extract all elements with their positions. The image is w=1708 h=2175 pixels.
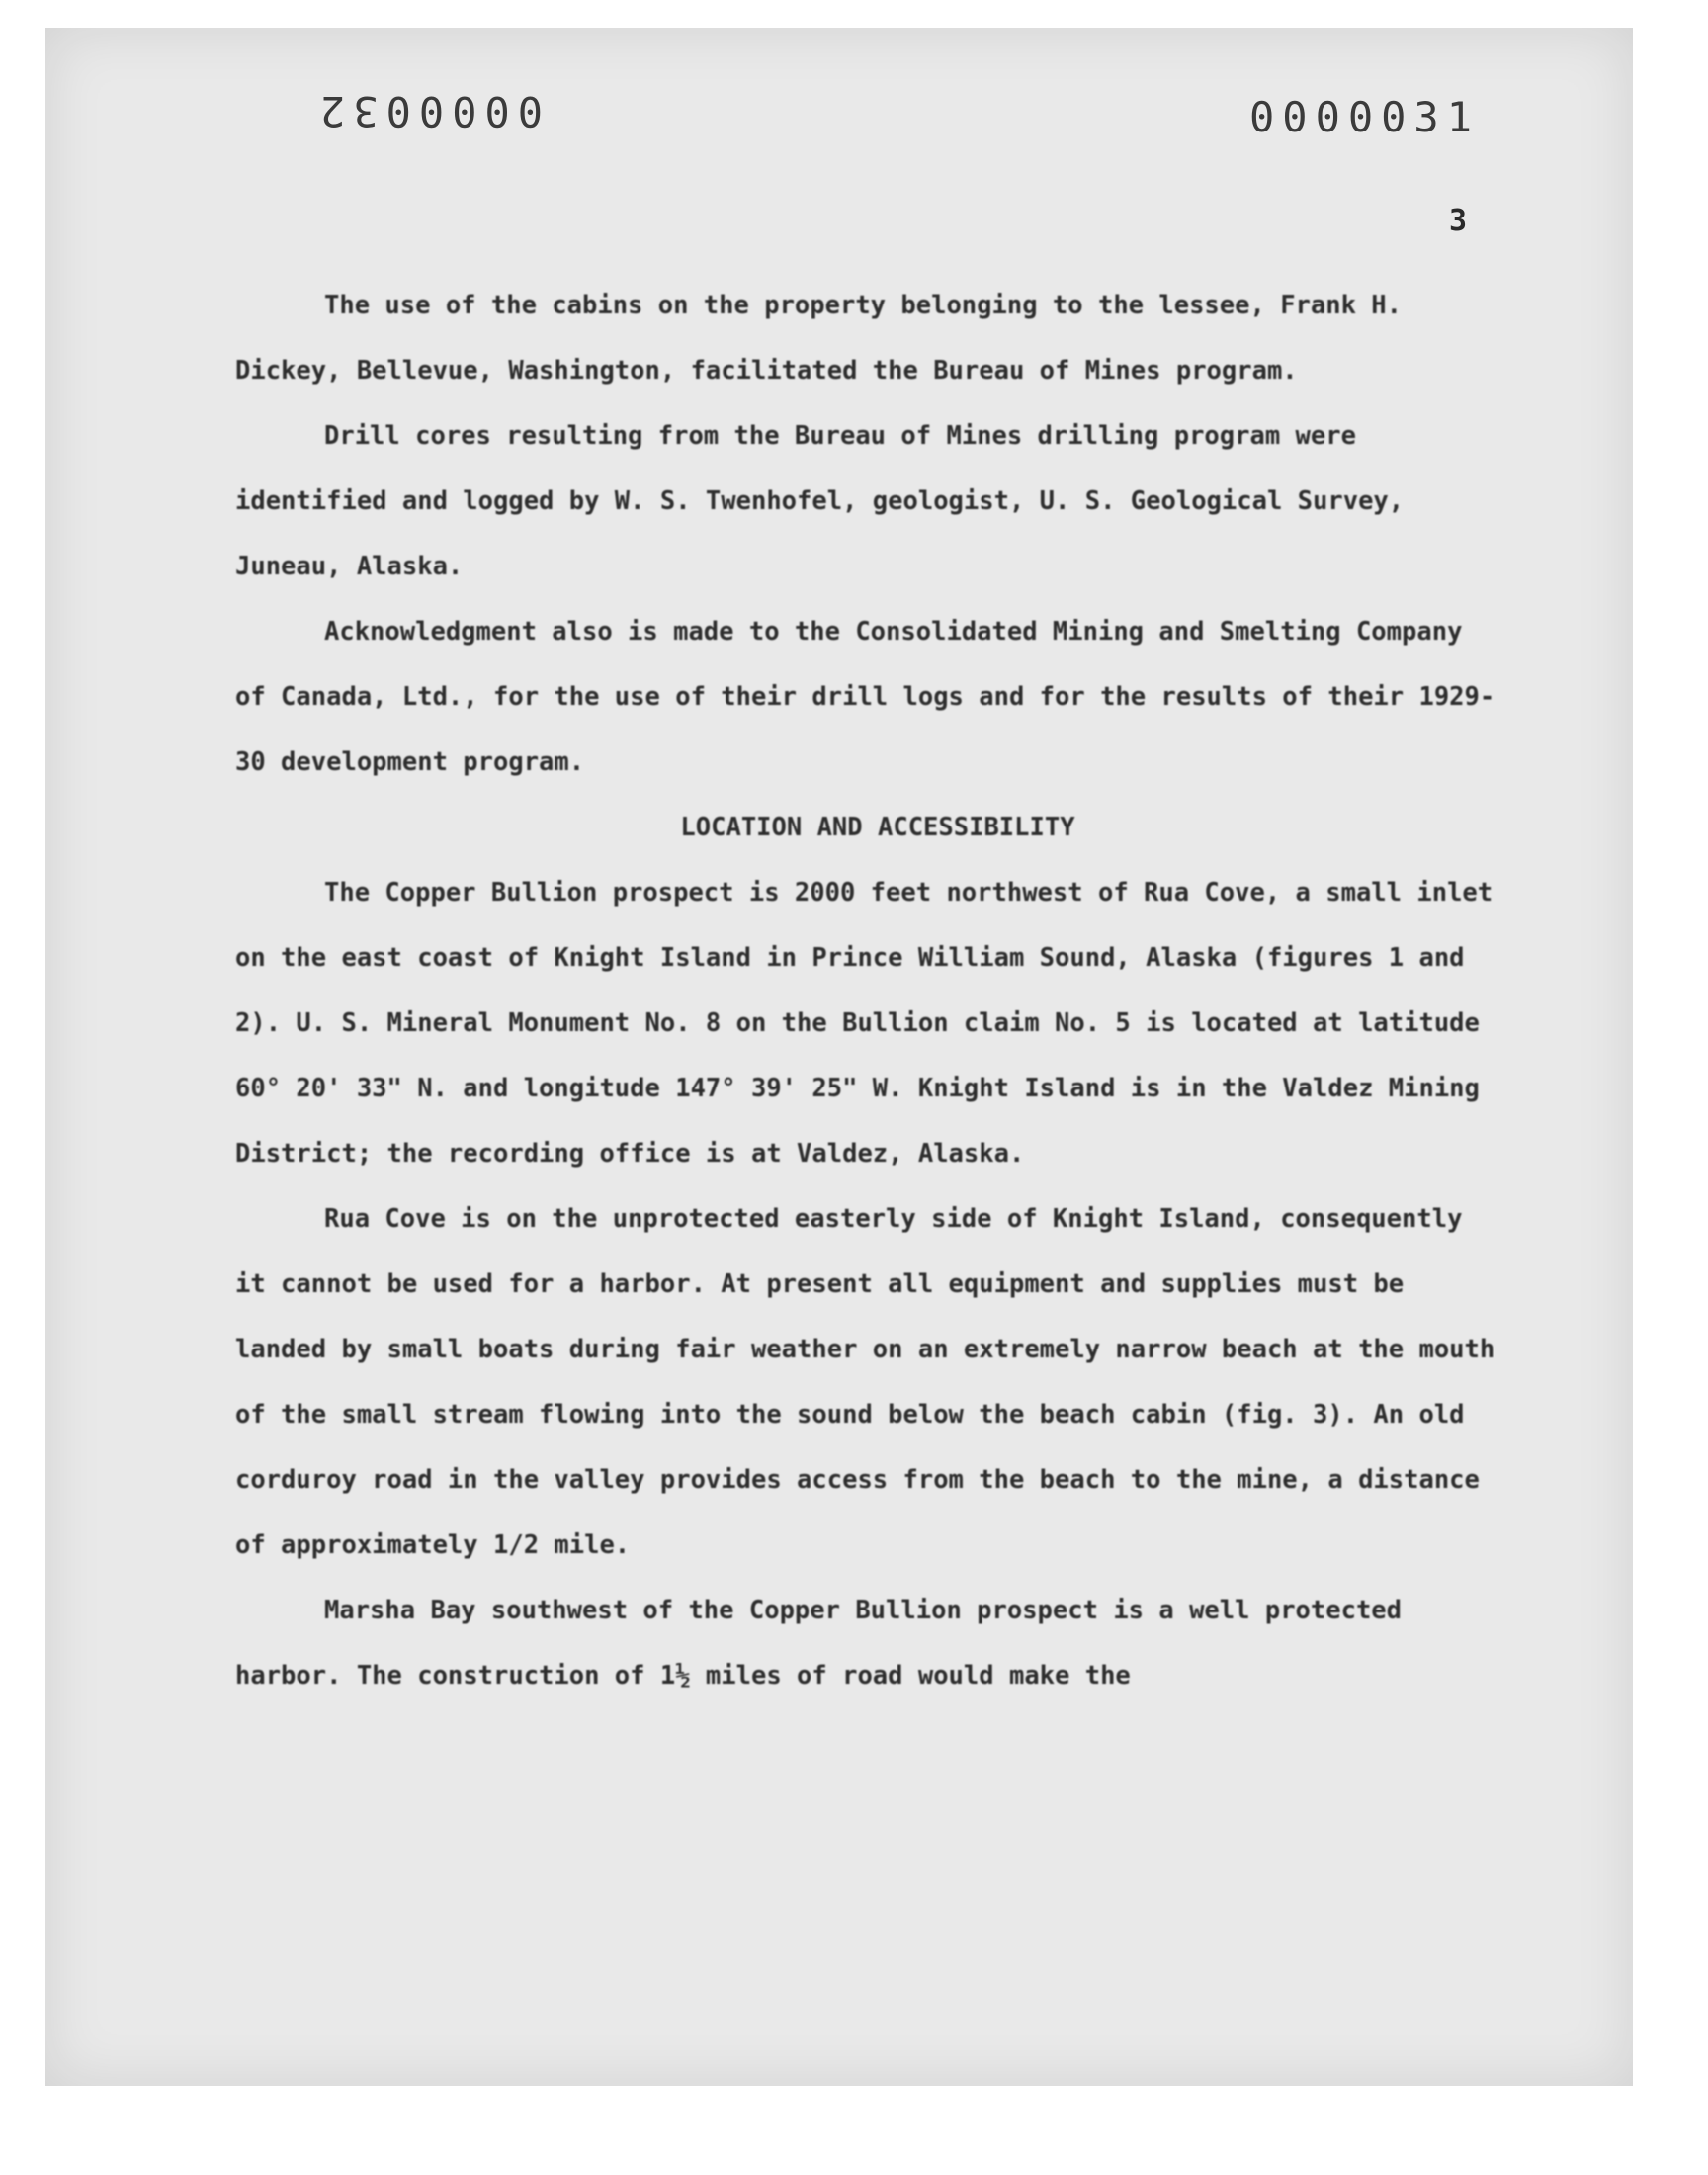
paragraph-drill-cores: Drill cores resulting from the Bureau of Mines drilling program were identified and logged by W. S. Twenhofel, geologist, U. S. Geological Survey, Juneau, Alaska. (235, 421, 1405, 581)
paragraph-acknowledgment: Acknowledgment also is made to the Consolidated Mining and Smelting Company of Canada, Ltd., for the use of their drill logs and for the results of their 1929-30 development program. (235, 617, 1495, 777)
paragraph-rua-cove: Rua Cove is on the unprotected easterly side of Knight Island, consequently it cannot be used for a harbor. At present all equipment and supplies must be landed by small boats during fair weather on an extremely narrow beach at the mouth of the small stream flowing into the sound below the beach cabin (fig. 3). An old corduroy road in the valley provides access from the beach to the mine, a distance of approximately 1/2 mile. (235, 1204, 1495, 1560)
document-stamp-right: 0000031 (1249, 93, 1481, 141)
document-body (235, 273, 1500, 1708)
paragraph-location: The Copper Bullion prospect is 2000 feet northwest of Rua Cove, a small inlet on the east coast of Knight Island in Prince William Sound, Alaska (figures 1 and 2). U. S. Mineral Monument No. 8 on the Bullion claim No. 5 is located at latitude 60° 20' 33" N. and longitude 147° 39' 25" W. Knight Island is in the Valdez Mining District; the recording office is at Valdez, Alaska. (235, 878, 1494, 1169)
paragraph-cabins: The use of the cabins on the property belonging to the lessee, Frank H. Dickey, Bellevue, Washington, facilitated the Bureau of Mines program. (235, 291, 1403, 386)
section-heading: LOCATION AND ACCESSIBILITY (680, 813, 1075, 842)
page-number: 3 (1449, 204, 1468, 238)
paragraph-marsha-bay: Marsha Bay southwest of the Copper Bullion prospect is a well protected harbor. The construction of 1½ miles of road would make the (235, 1596, 1403, 1691)
document-stamp-left: 0000032 (312, 87, 544, 135)
